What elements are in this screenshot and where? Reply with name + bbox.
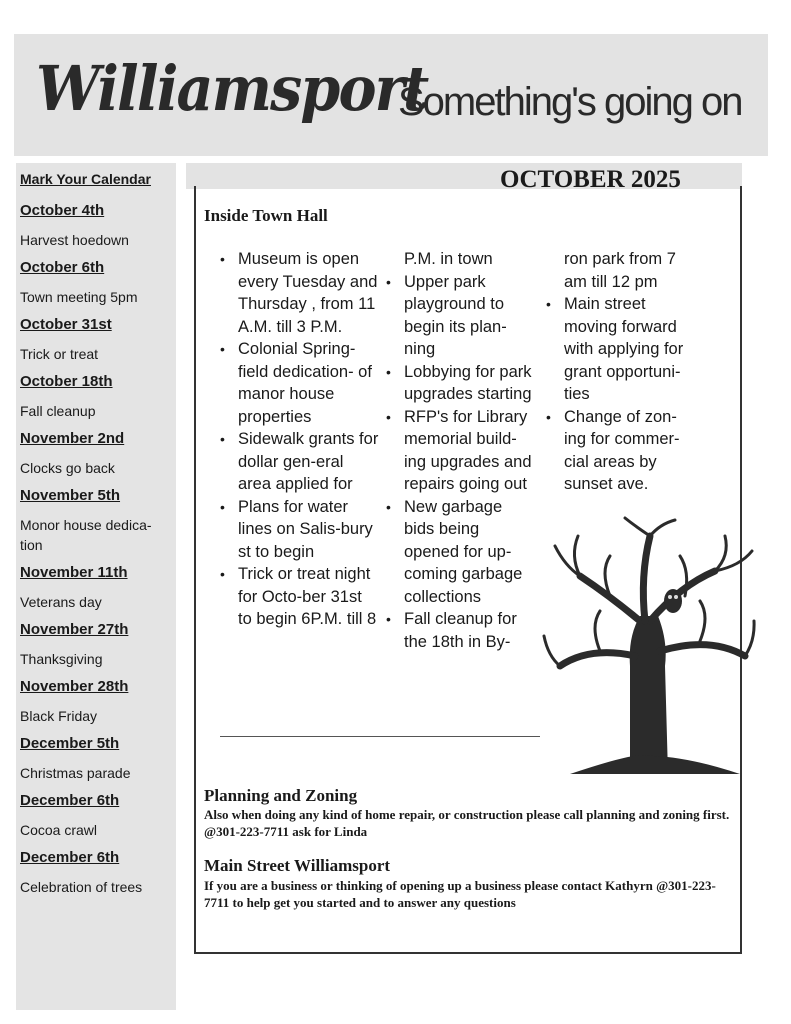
- calendar-event: Town meeting 5pm: [20, 289, 138, 305]
- calendar-date: October 4th: [20, 202, 105, 219]
- calendar-event: Harvest hoedown: [20, 232, 129, 248]
- calendar-entry: [20, 429, 174, 478]
- spooky-tree-with-owl-icon: [540, 516, 760, 776]
- calendar-entry: [20, 201, 174, 250]
- calendar-event: Black Friday: [20, 708, 98, 724]
- calendar-event: Monor house dedica-tion: [20, 517, 152, 553]
- calendar-date: October 6th: [20, 259, 105, 276]
- news-item: • Museum is open every Tuesday and Thursday , from 11 A.M. till 3 P.M.: [210, 248, 380, 338]
- calendar-date: December 5th: [20, 735, 120, 752]
- calendar-sidebar: [16, 163, 176, 1010]
- planning-title: Planning and Zoning: [204, 786, 358, 805]
- calendar-date: December 6th: [20, 849, 120, 866]
- calendar-entry: [20, 258, 174, 307]
- news-item: • Sidewalk grants for dollar gen-eral area applied for: [210, 428, 380, 496]
- section-title: Inside Town Hall: [204, 206, 328, 225]
- williamsport-logo: Williamsport: [36, 52, 428, 125]
- masthead: [14, 34, 768, 156]
- calendar-event: Clocks go back: [20, 460, 115, 476]
- news-item-continued: P.M. in town: [404, 250, 493, 268]
- calendar-event: Fall cleanup: [20, 403, 96, 419]
- calendar-date: October 31st: [20, 316, 112, 333]
- calendar-event: Veterans day: [20, 594, 102, 610]
- calendar-date: November 5th: [20, 487, 121, 504]
- calendar-event: Celebration of trees: [20, 879, 143, 895]
- calendar-date: December 6th: [20, 792, 120, 809]
- calendar-date: November 27th: [20, 621, 129, 638]
- calendar-date: November 28th: [20, 678, 129, 695]
- calendar-event: Christmas parade: [20, 765, 131, 781]
- calendar-event: Thanksgiving: [20, 651, 103, 667]
- calendar-date: October 18th: [20, 373, 113, 390]
- calendar-entry: [20, 677, 174, 726]
- calendar-entry: [20, 372, 174, 421]
- news-column-3: [536, 248, 696, 496]
- calendar-entry: [20, 848, 174, 897]
- news-item: • Fall cleanup for the 18th in By-: [376, 608, 534, 653]
- calendar-date: November 2nd: [20, 430, 125, 447]
- news-item: • Trick or treat night for Octo-ber 31st to begin 6P.M. till 8: [210, 563, 380, 631]
- calendar-date: November 11th: [20, 564, 128, 581]
- main-street-title: Main Street Williamsport: [204, 856, 391, 875]
- news-item: • Plans for water lines on Salis-bury st to begin: [210, 496, 380, 564]
- calendar-entry: [20, 315, 174, 364]
- month-title: OCTOBER 2025: [500, 166, 681, 193]
- news-item: • RFP's for Library memorial build-ing upgrades and repairs going out: [376, 406, 534, 496]
- divider: [220, 736, 540, 737]
- main-street-text: If you are a business or thinking of opening up a business please contact Kathyrn @301-223-7711 to help get you started and to answer any questions: [204, 878, 716, 910]
- news-column-2: [376, 248, 534, 653]
- calendar-event: Cocoa crawl: [20, 822, 98, 838]
- calendar-entry: [20, 563, 174, 612]
- news-item: • Colonial Spring-field dedication- of manor house properties: [210, 338, 380, 428]
- calendar-entry: [20, 620, 174, 669]
- news-item: • Upper park playground to begin its plan-ning: [376, 271, 534, 361]
- news-item: • Main street moving forward with applying for grant opportuni-ties: [536, 293, 696, 406]
- news-item-continued: ron park from 7 am till 12 pm: [564, 250, 676, 291]
- calendar-list: [20, 201, 174, 905]
- news-column-1: [210, 248, 380, 631]
- calendar-entry: [20, 791, 174, 840]
- news-item: • Change of zon-ing for commer-cial areas by sunset ave.: [536, 406, 696, 496]
- planning-text: Also when doing any kind of home repair, or construction please call planning and zoning first. @301-223-7711 ask for Linda: [204, 807, 730, 839]
- calendar-entry: [20, 734, 174, 783]
- calendar-event: Trick or treat: [20, 346, 99, 362]
- news-item: • Lobbying for park upgrades starting: [376, 361, 534, 406]
- main-content: [194, 186, 742, 954]
- calendar-entry: [20, 486, 174, 555]
- calendar-title: Mark Your Calendar: [20, 171, 151, 187]
- news-item: • New garbage bids being opened for up-coming garbage collections: [376, 496, 534, 609]
- tagline: Something's going on: [398, 80, 742, 124]
